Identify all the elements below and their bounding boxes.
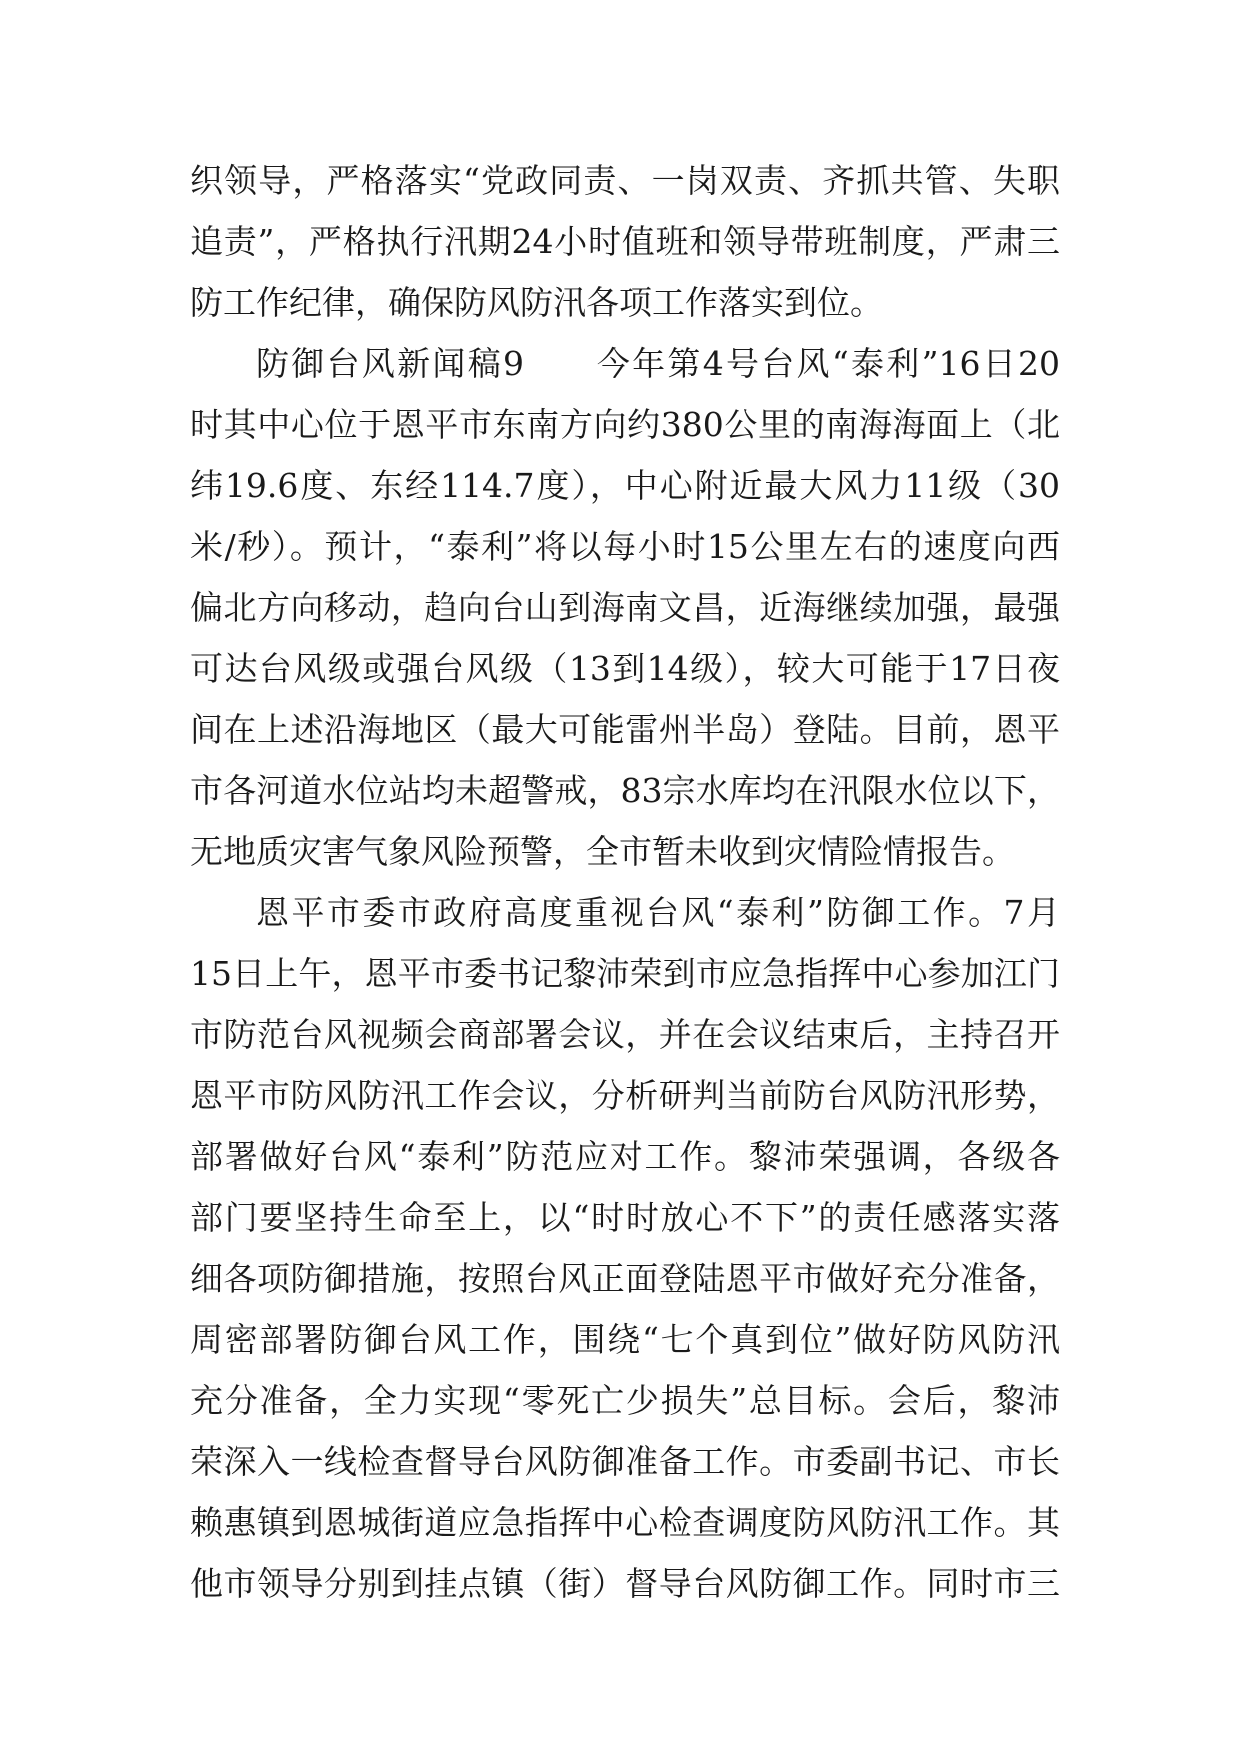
- text-line: 部门要坚持生命至上，以“时时放心不下”的责任感落实落: [190, 1198, 1060, 1237]
- text-line: 市防范台风视频会商部署会议，并在会议结束后，主持召开: [190, 1015, 1060, 1054]
- text-line: 细各项防御措施，按照台风正面登陆恩平市做好充分准备，: [190, 1259, 1060, 1298]
- text-line: 防工作纪律，确保防风防汛各项工作落实到位。: [190, 283, 883, 322]
- text-line: 恩平市委市政府高度重视台风“泰利”防御工作。7月: [256, 893, 1060, 932]
- document-body: [190, 150, 1060, 1614]
- text-line: 防御台风新闻稿9 今年第4号台风“泰利”16日20: [256, 344, 1060, 383]
- text-line: 偏北方向移动，趋向台山到海南文昌，近海继续加强，最强: [190, 588, 1060, 627]
- text-line: 充分准备，全力实现“零死亡少损失”总目标。会后，黎沛: [190, 1381, 1060, 1420]
- text-line: 纬19.6度、东经114.7度），中心附近最大风力11级（30: [190, 466, 1060, 505]
- text-line: 无地质灾害气象风险预警，全市暂未收到灾情险情报告。: [190, 832, 1015, 871]
- text-line: 荣深入一线检查督导台风防御准备工作。市委副书记、市长: [190, 1442, 1060, 1481]
- text-line: 他市领导分别到挂点镇（街）督导台风防御工作。同时市三: [190, 1564, 1060, 1603]
- paragraph-typhoon-status: [190, 333, 1060, 882]
- text-line: 周密部署防御台风工作，围绕“七个真到位”做好防风防汛: [190, 1320, 1060, 1359]
- paragraph-continuation: [190, 150, 1060, 333]
- text-line: 米/秒）。预计，“泰利”将以每小时15公里左右的速度向西: [190, 527, 1060, 566]
- text-line: 追责”，严格执行汛期24小时值班和领导带班制度，严肃三: [190, 222, 1060, 261]
- text-line: 市各河道水位站均未超警戒，83宗水库均在汛限水位以下，: [190, 771, 1060, 810]
- text-line: 赖惠镇到恩城街道应急指挥中心检查调度防风防汛工作。其: [190, 1503, 1060, 1542]
- text-line: 时其中心位于恩平市东南方向约380公里的南海海面上（北: [190, 405, 1060, 444]
- text-line: 织领导，严格落实“党政同责、一岗双责、齐抓共管、失职: [190, 161, 1060, 200]
- text-line: 部署做好台风“泰利”防范应对工作。黎沛荣强调，各级各: [190, 1137, 1060, 1176]
- text-line: 15日上午，恩平市委书记黎沛荣到市应急指挥中心参加江门: [190, 954, 1060, 993]
- text-line: 恩平市防风防汛工作会议，分析研判当前防台风防汛形势，: [190, 1076, 1060, 1115]
- text-line: 可达台风级或强台风级（13到14级），较大可能于17日夜: [190, 649, 1060, 688]
- paragraph-government-response: [190, 882, 1060, 1614]
- text-line: 间在上述沿海地区（最大可能雷州半岛）登陆。目前，恩平: [190, 710, 1060, 749]
